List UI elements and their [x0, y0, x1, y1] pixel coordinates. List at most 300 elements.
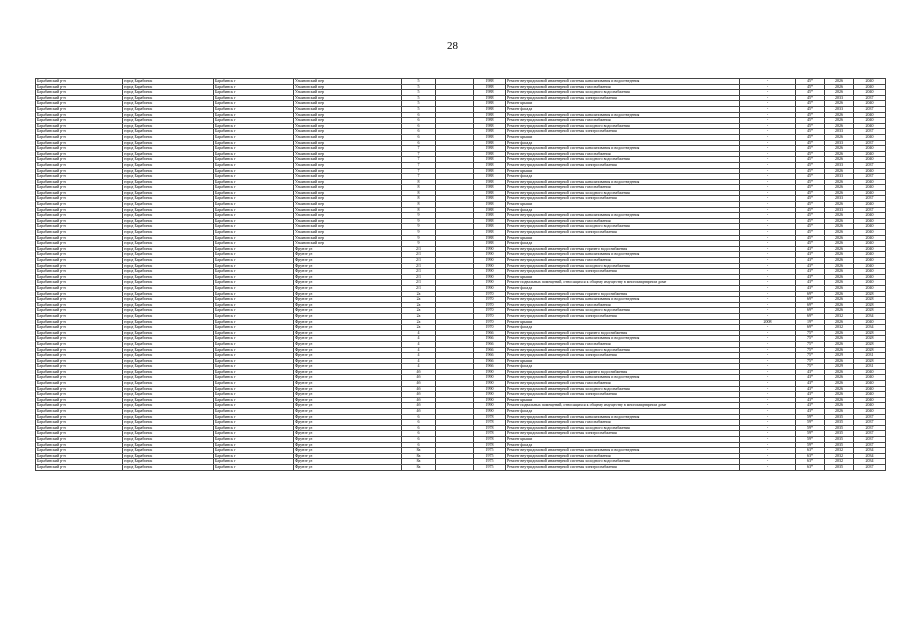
year-cell: 1990	[474, 392, 506, 398]
work-type-cell: Ремонт фасада	[506, 442, 740, 448]
settlement-cell: город Барабинск	[123, 224, 214, 230]
last-repair-cell: -	[740, 437, 796, 443]
settlement-cell: город Барабинск	[123, 269, 214, 275]
work-type-cell: Ремонт подвальных помещений, относящихся к общему имуществу в многоквартирном доме	[506, 403, 740, 409]
year-cell: 1978	[474, 425, 506, 431]
last-repair-cell: -	[740, 313, 796, 319]
locality-cell: Барабинск г	[214, 358, 294, 364]
year-cell: 1990	[474, 381, 506, 387]
house-cell: 7	[402, 168, 436, 174]
year-cell: 1988	[474, 140, 506, 146]
locality-cell: Барабинск г	[214, 319, 294, 325]
end-year-cell: 2037	[854, 196, 886, 202]
last-repair-cell: -	[740, 134, 796, 140]
work-type-cell: Ремонт внутридомовой инженерной системы газоснабжения	[506, 341, 740, 347]
locality-cell: Барабинск г	[214, 140, 294, 146]
end-year-cell: 2037	[854, 95, 886, 101]
work-type-cell: Ремонт внутридомовой инженерной системы электроснабжения	[506, 196, 740, 202]
settlement-cell: город Барабинск	[123, 162, 214, 168]
locality-cell: Барабинск г	[214, 196, 294, 202]
house-cell: 5	[402, 101, 436, 107]
year-cell: 1988	[474, 118, 506, 124]
street-cell: Фрунзе ул	[294, 414, 402, 420]
work-type-cell: Ремонт крыши	[506, 168, 740, 174]
last-repair-cell: -	[740, 118, 796, 124]
end-year-cell: 2028	[854, 302, 886, 308]
street-cell: Ульяновский пер	[294, 218, 402, 224]
register-body	[36, 79, 886, 471]
settlement-cell: город Барабинск	[123, 414, 214, 420]
street-cell: Фрунзе ул	[294, 425, 402, 431]
wear-cell: 59*	[796, 437, 825, 443]
wear-cell: 75*	[796, 336, 825, 342]
year-cell: 1970	[474, 325, 506, 331]
wear-cell: 43*	[796, 403, 825, 409]
start-year-cell: 2026	[825, 241, 854, 247]
street-cell: Фрунзе ул	[294, 403, 402, 409]
settlement-cell: город Барабинск	[123, 118, 214, 124]
work-type-cell: Ремонт внутридомовой инженерной системы газоснабжения	[506, 84, 740, 90]
last-repair-cell: -	[740, 448, 796, 454]
year-cell: 1988	[474, 185, 506, 191]
year-cell: 1988	[474, 190, 506, 196]
last-repair-cell: -	[740, 185, 796, 191]
work-type-cell: Ремонт внутридомовой инженерной системы газоснабжения	[506, 151, 740, 157]
street-cell: Фрунзе ул	[294, 308, 402, 314]
last-repair-cell: -	[740, 84, 796, 90]
start-year-cell: 2033	[825, 174, 854, 180]
street-cell: Фрунзе ул	[294, 313, 402, 319]
year-cell: 1990	[474, 280, 506, 286]
house-cell: 4	[402, 358, 436, 364]
year-cell: 1988	[474, 168, 506, 174]
last-repair-cell: -	[740, 179, 796, 185]
settlement-cell: город Барабинск	[123, 459, 214, 465]
end-year-cell: 2034	[854, 448, 886, 454]
district-cell: Барабинский р-н	[36, 162, 123, 168]
settlement-cell: город Барабинск	[123, 246, 214, 252]
street-cell: Фрунзе ул	[294, 319, 402, 325]
wear-cell: 19*	[796, 319, 825, 325]
last-repair-cell: -	[740, 230, 796, 236]
last-repair-cell: -	[740, 308, 796, 314]
year-cell: 1988	[474, 196, 506, 202]
start-year-cell: 2033	[825, 207, 854, 213]
last-repair-cell: -	[740, 224, 796, 230]
page-number: 28	[447, 40, 458, 52]
end-year-cell: 2040	[854, 185, 886, 191]
year-cell: 1988	[474, 241, 506, 247]
settlement-cell: город Барабинск	[123, 425, 214, 431]
street-cell: Фрунзе ул	[294, 381, 402, 387]
house-cell: 8а	[402, 459, 436, 465]
district-cell: Барабинский р-н	[36, 235, 123, 241]
district-cell: Барабинский р-н	[36, 118, 123, 124]
end-year-cell: 2034	[854, 325, 886, 331]
street-cell: Фрунзе ул	[294, 464, 402, 470]
year-cell: 1966	[474, 341, 506, 347]
year-cell: 1966	[474, 358, 506, 364]
settlement-cell: город Барабинск	[123, 241, 214, 247]
street-cell: Фрунзе ул	[294, 302, 402, 308]
settlement-cell: город Барабинск	[123, 369, 214, 375]
locality-cell: Барабинск г	[214, 425, 294, 431]
year-cell: 1988	[474, 207, 506, 213]
settlement-cell: город Барабинск	[123, 285, 214, 291]
end-year-cell: 2037	[854, 464, 886, 470]
year-cell: 1988	[474, 202, 506, 208]
end-year-cell: 2040	[854, 202, 886, 208]
locality-cell: Барабинск г	[214, 448, 294, 454]
settlement-cell: город Барабинск	[123, 403, 214, 409]
last-repair-cell: -	[740, 336, 796, 342]
start-year-cell: 2026	[825, 330, 854, 336]
start-year-cell: 2026	[825, 392, 854, 398]
house-cell: 4б	[402, 381, 436, 387]
last-repair-cell: -	[740, 464, 796, 470]
wear-cell: 75*	[796, 341, 825, 347]
end-year-cell: 2028	[854, 297, 886, 303]
work-type-cell: Ремонт внутридомовой инженерной системы горячего водоснабжения	[506, 369, 740, 375]
locality-cell: Барабинск г	[214, 369, 294, 375]
district-cell: Барабинский р-н	[36, 263, 123, 269]
settlement-cell: город Барабинск	[123, 252, 214, 258]
street-cell: Ульяновский пер	[294, 168, 402, 174]
end-year-cell: 2037	[854, 106, 886, 112]
locality-cell: Барабинск г	[214, 118, 294, 124]
house-cell: 6	[402, 123, 436, 129]
house-cell: 4	[402, 347, 436, 353]
wear-cell: 45*	[796, 140, 825, 146]
locality-cell: Барабинск г	[214, 168, 294, 174]
end-year-cell: 2037	[854, 414, 886, 420]
wear-cell: 59*	[796, 442, 825, 448]
district-cell: Барабинский р-н	[36, 285, 123, 291]
street-cell: Ульяновский пер	[294, 185, 402, 191]
end-year-cell: 2040	[854, 375, 886, 381]
work-type-cell: Ремонт подвальных помещений, относящихся к общему имуществу в многоквартирном доме	[506, 280, 740, 286]
house-cell: 2/1	[402, 274, 436, 280]
locality-cell: Барабинск г	[214, 442, 294, 448]
settlement-cell: город Барабинск	[123, 185, 214, 191]
work-type-cell: Ремонт внутридомовой инженерной системы газоснабжения	[506, 420, 740, 426]
wear-cell: 43*	[796, 409, 825, 415]
work-type-cell: Ремонт внутридомовой инженерной системы электроснабжения	[506, 353, 740, 359]
start-year-cell: 2026	[825, 263, 854, 269]
start-year-cell: 2026	[825, 157, 854, 163]
year-cell: 1990	[474, 386, 506, 392]
last-repair-cell: -	[740, 459, 796, 465]
house-cell: 8а	[402, 448, 436, 454]
last-repair-cell: -	[740, 285, 796, 291]
district-cell: Барабинский р-н	[36, 420, 123, 426]
locality-cell: Барабинск г	[214, 341, 294, 347]
work-type-cell: Ремонт внутридомовой инженерной системы канализования и водоотведения	[506, 252, 740, 258]
end-year-cell: 2037	[854, 442, 886, 448]
settlement-cell: город Барабинск	[123, 291, 214, 297]
wear-cell: 45*	[796, 129, 825, 135]
start-year-cell: 2033	[825, 95, 854, 101]
district-cell: Барабинский р-н	[36, 146, 123, 152]
wear-cell: 43*	[796, 280, 825, 286]
settlement-cell: город Барабинск	[123, 453, 214, 459]
district-cell: Барабинский р-н	[36, 437, 123, 443]
street-cell: Фрунзе ул	[294, 252, 402, 258]
work-type-cell: Ремонт внутридомовой инженерной системы электроснабжения	[506, 162, 740, 168]
wear-cell: 45*	[796, 230, 825, 236]
locality-cell: Барабинск г	[214, 258, 294, 264]
end-year-cell: 2040	[854, 146, 886, 152]
house-cell: 4	[402, 330, 436, 336]
end-year-cell: 2040	[854, 224, 886, 230]
street-cell: Ульяновский пер	[294, 162, 402, 168]
wear-cell: 43*	[796, 369, 825, 375]
locality-cell: Барабинск г	[214, 330, 294, 336]
start-year-cell: 2026	[825, 386, 854, 392]
start-year-cell: 2026	[825, 285, 854, 291]
start-year-cell: 2035	[825, 442, 854, 448]
locality-cell: Барабинск г	[214, 95, 294, 101]
street-cell: Ульяновский пер	[294, 224, 402, 230]
year-cell: 1988	[474, 123, 506, 129]
district-cell: Барабинский р-н	[36, 397, 123, 403]
house-cell: 2/1	[402, 246, 436, 252]
end-year-cell: 2040	[854, 397, 886, 403]
locality-cell: Барабинск г	[214, 420, 294, 426]
locality-cell: Барабинск г	[214, 291, 294, 297]
house-cell: 5	[402, 79, 436, 85]
wear-cell: 69*	[796, 297, 825, 303]
settlement-cell: город Барабинск	[123, 230, 214, 236]
wear-cell: 43*	[796, 263, 825, 269]
locality-cell: Барабинск г	[214, 134, 294, 140]
street-cell: Фрунзе ул	[294, 375, 402, 381]
settlement-cell: город Барабинск	[123, 431, 214, 437]
end-year-cell: 2034	[854, 313, 886, 319]
house-cell: 5	[402, 90, 436, 96]
settlement-cell: город Барабинск	[123, 79, 214, 85]
work-type-cell: Ремонт крыши	[506, 202, 740, 208]
year-cell: 1988	[474, 174, 506, 180]
locality-cell: Барабинск г	[214, 347, 294, 353]
year-cell: 1988	[474, 235, 506, 241]
work-type-cell: Ремонт внутридомовой инженерной системы канализования и водоотведения	[506, 179, 740, 185]
end-year-cell: 2028	[854, 330, 886, 336]
start-year-cell: 2026	[825, 375, 854, 381]
settlement-cell: город Барабинск	[123, 464, 214, 470]
house-cell: 8	[402, 185, 436, 191]
district-cell: Барабинский р-н	[36, 386, 123, 392]
wear-cell: 43*	[796, 269, 825, 275]
start-year-cell: 2032	[825, 459, 854, 465]
end-year-cell: 2040	[854, 369, 886, 375]
end-year-cell: 2040	[854, 90, 886, 96]
locality-cell: Барабинск г	[214, 90, 294, 96]
start-year-cell: 2026	[825, 347, 854, 353]
settlement-cell: город Барабинск	[123, 392, 214, 398]
work-type-cell: Ремонт внутридомовой инженерной системы холодного водоснабжения	[506, 263, 740, 269]
last-repair-cell: -	[740, 112, 796, 118]
wear-cell: 75*	[796, 330, 825, 336]
work-type-cell: Ремонт внутридомовой инженерной системы электроснабжения	[506, 230, 740, 236]
district-cell: Барабинский р-н	[36, 431, 123, 437]
street-cell: Фрунзе ул	[294, 258, 402, 264]
district-cell: Барабинский р-н	[36, 79, 123, 85]
start-year-cell: 2026	[825, 134, 854, 140]
wear-cell: 75*	[796, 358, 825, 364]
start-year-cell: 2026	[825, 146, 854, 152]
year-cell: 1990	[474, 269, 506, 275]
house-cell: 6	[402, 420, 436, 426]
street-cell: Фрунзе ул	[294, 291, 402, 297]
district-cell: Барабинский р-н	[36, 246, 123, 252]
start-year-cell: 2032	[825, 453, 854, 459]
street-cell: Фрунзе ул	[294, 431, 402, 437]
wear-cell: 45*	[796, 224, 825, 230]
last-repair-cell: -	[740, 392, 796, 398]
wear-cell: 45*	[796, 213, 825, 219]
work-type-cell: Ремонт внутридомовой инженерной системы канализования и водоотведения	[506, 79, 740, 85]
work-type-cell: Ремонт фасада	[506, 207, 740, 213]
start-year-cell: 2035	[825, 420, 854, 426]
work-type-cell: Ремонт фасада	[506, 364, 740, 370]
locality-cell: Барабинск г	[214, 453, 294, 459]
locality-cell: Барабинск г	[214, 325, 294, 331]
start-year-cell: 2026	[825, 84, 854, 90]
street-cell: Ульяновский пер	[294, 90, 402, 96]
last-repair-cell: -	[740, 174, 796, 180]
street-cell: Ульяновский пер	[294, 146, 402, 152]
street-cell: Фрунзе ул	[294, 420, 402, 426]
last-repair-cell: -	[740, 207, 796, 213]
work-type-cell: Ремонт крыши	[506, 235, 740, 241]
locality-cell: Барабинск г	[214, 409, 294, 415]
wear-cell: 45*	[796, 146, 825, 152]
year-cell: 1978	[474, 437, 506, 443]
start-year-cell: 2026	[825, 280, 854, 286]
house-cell: 4	[402, 341, 436, 347]
start-year-cell: 2026	[825, 258, 854, 264]
street-cell: Ульяновский пер	[294, 79, 402, 85]
settlement-cell: город Барабинск	[123, 218, 214, 224]
district-cell: Барабинский р-н	[36, 123, 123, 129]
settlement-cell: город Барабинск	[123, 313, 214, 319]
locality-cell: Барабинск г	[214, 386, 294, 392]
locality-cell: Барабинск г	[214, 190, 294, 196]
house-cell: 8	[402, 179, 436, 185]
wear-cell: 63*	[796, 464, 825, 470]
house-cell: 2/1	[402, 269, 436, 275]
house-cell: 7	[402, 151, 436, 157]
wear-cell: 59*	[796, 414, 825, 420]
table-row	[36, 464, 886, 470]
end-year-cell: 2040	[854, 101, 886, 107]
work-type-cell: Ремонт фасада	[506, 140, 740, 146]
year-cell: 1990	[474, 375, 506, 381]
last-repair-cell: -	[740, 420, 796, 426]
settlement-cell: город Барабинск	[123, 168, 214, 174]
settlement-cell: город Барабинск	[123, 202, 214, 208]
start-year-cell: 2026	[825, 224, 854, 230]
street-cell: Ульяновский пер	[294, 95, 402, 101]
work-type-cell: Ремонт крыши	[506, 134, 740, 140]
wear-cell: 45*	[796, 101, 825, 107]
end-year-cell: 2037	[854, 437, 886, 443]
house-cell: 4	[402, 353, 436, 359]
last-repair-cell: -	[740, 358, 796, 364]
work-type-cell: Ремонт внутридомовой инженерной системы электроснабжения	[506, 95, 740, 101]
settlement-cell: город Барабинск	[123, 235, 214, 241]
last-repair-cell: -	[740, 213, 796, 219]
end-year-cell: 2040	[854, 263, 886, 269]
settlement-cell: город Барабинск	[123, 330, 214, 336]
settlement-cell: город Барабинск	[123, 84, 214, 90]
locality-cell: Барабинск г	[214, 280, 294, 286]
start-year-cell: 2026	[825, 230, 854, 236]
work-type-cell: Ремонт внутридомовой инженерной системы газоснабжения	[506, 218, 740, 224]
house-cell: 8	[402, 190, 436, 196]
district-cell: Барабинский р-н	[36, 464, 123, 470]
settlement-cell: город Барабинск	[123, 207, 214, 213]
street-cell: Ульяновский пер	[294, 112, 402, 118]
year-cell: 1988	[474, 106, 506, 112]
last-repair-cell: -	[740, 341, 796, 347]
settlement-cell: город Барабинск	[123, 397, 214, 403]
end-year-cell: 2037	[854, 140, 886, 146]
start-year-cell: 2035	[825, 431, 854, 437]
start-year-cell: 2026	[825, 336, 854, 342]
house-cell: 5	[402, 84, 436, 90]
district-cell: Барабинский р-н	[36, 157, 123, 163]
wear-cell: 43*	[796, 246, 825, 252]
settlement-cell: город Барабинск	[123, 134, 214, 140]
district-cell: Барабинский р-н	[36, 258, 123, 264]
settlement-cell: город Барабинск	[123, 140, 214, 146]
district-cell: Барабинский р-н	[36, 213, 123, 219]
settlement-cell: город Барабинск	[123, 174, 214, 180]
year-cell: 1970	[474, 297, 506, 303]
work-type-cell: Ремонт внутридомовой инженерной системы холодного водоснабжения	[506, 90, 740, 96]
last-repair-cell: 2008	[740, 319, 796, 325]
settlement-cell: город Барабинск	[123, 297, 214, 303]
locality-cell: Барабинск г	[214, 129, 294, 135]
settlement-cell: город Барабинск	[123, 448, 214, 454]
house-cell: 9	[402, 241, 436, 247]
district-cell: Барабинский р-н	[36, 202, 123, 208]
end-year-cell: 2040	[854, 285, 886, 291]
settlement-cell: город Барабинск	[123, 442, 214, 448]
year-cell: 1990	[474, 409, 506, 415]
locality-cell: Барабинск г	[214, 235, 294, 241]
end-year-cell: 2034	[854, 459, 886, 465]
settlement-cell: город Барабинск	[123, 364, 214, 370]
house-cell: 2/1	[402, 263, 436, 269]
last-repair-cell: -	[740, 425, 796, 431]
district-cell: Барабинский р-н	[36, 179, 123, 185]
locality-cell: Барабинск г	[214, 381, 294, 387]
locality-cell: Барабинск г	[214, 84, 294, 90]
house-cell: 2а	[402, 308, 436, 314]
house-cell: 6	[402, 129, 436, 135]
district-cell: Барабинский р-н	[36, 224, 123, 230]
last-repair-cell: -	[740, 442, 796, 448]
start-year-cell: 2035	[825, 414, 854, 420]
locality-cell: Барабинск г	[214, 308, 294, 314]
start-year-cell: 2026	[825, 308, 854, 314]
start-year-cell: 2026	[825, 269, 854, 275]
year-cell: 1990	[474, 397, 506, 403]
wear-cell: 45*	[796, 134, 825, 140]
